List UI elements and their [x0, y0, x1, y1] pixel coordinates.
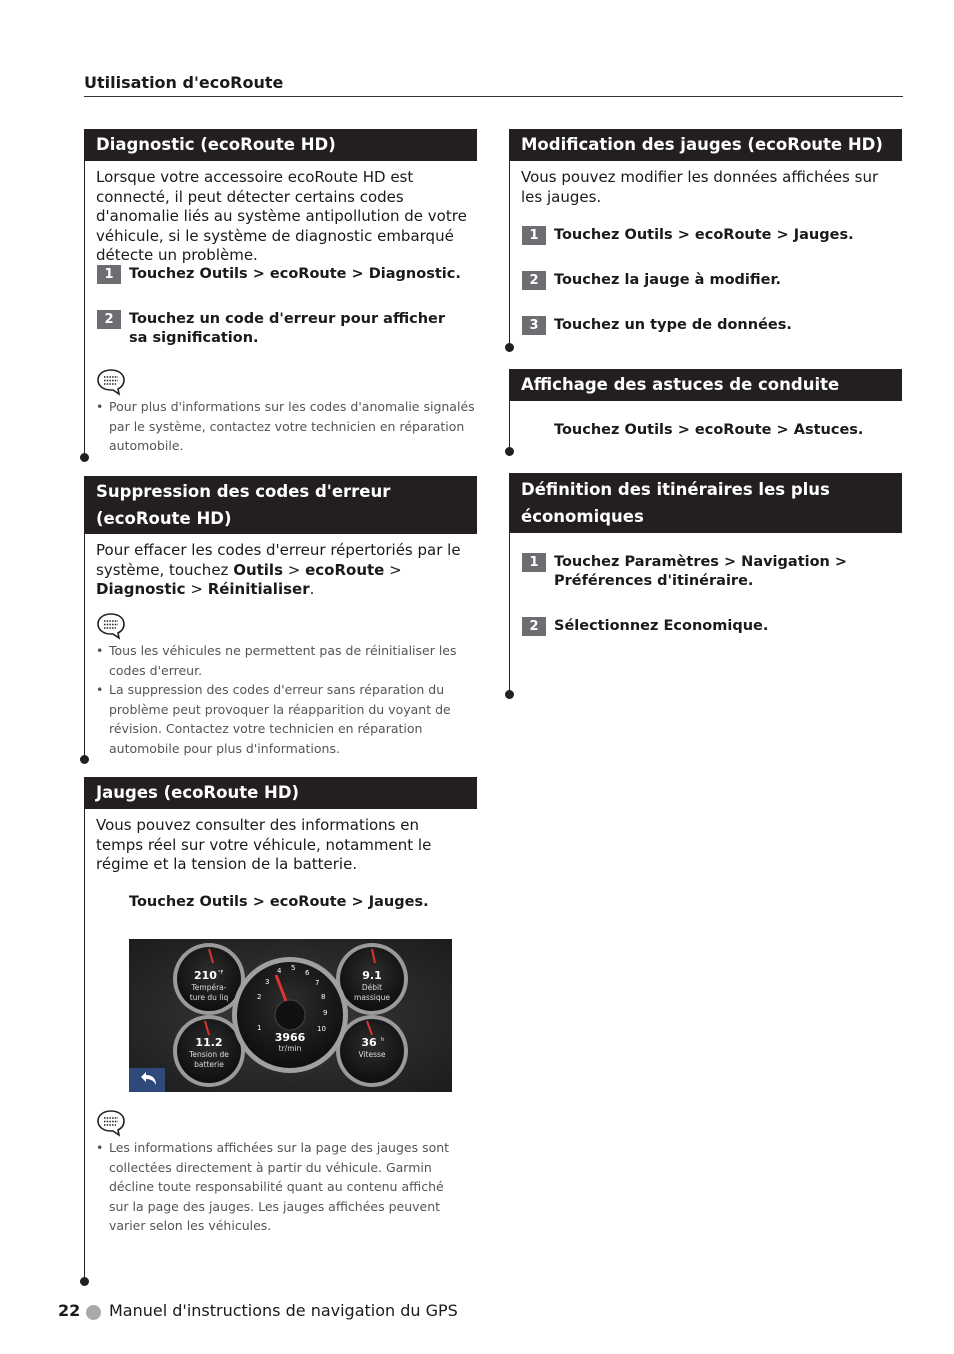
section-title-itineraires	[509, 473, 902, 533]
note-list	[96, 397, 478, 456]
path-outils: Outils	[233, 560, 283, 579]
note-item: • Pour plus d'informations sur les codes d'anomalie signalés par le système, contactez votre technicien en réparation automobile.	[96, 397, 478, 456]
note-icon	[96, 368, 126, 396]
note-icon	[96, 1109, 126, 1137]
rpm-tick: 5	[291, 964, 296, 972]
section-end-dot	[80, 1277, 89, 1286]
speed-label: Vitesse	[358, 1050, 386, 1059]
step-number: 1	[522, 226, 546, 245]
volt-label: Tension de	[189, 1050, 229, 1059]
text-run: >	[283, 560, 306, 579]
section-rule	[509, 161, 510, 348]
section-title-line: Suppression des codes d'erreur	[96, 482, 391, 501]
diagnostic-intro: Lorsque votre accessoire ecoRoute HD est connecté, il peut détecter certains codes d'anomalie liés au système antipollution de votre véhicule, si le système de diagnostic embarqué détecte un problème.	[96, 168, 467, 264]
flow-value: 9.1	[362, 969, 382, 982]
step-text-line: Touchez Paramètres > Navigation >	[554, 554, 848, 570]
page-header-title: Utilisation d'ecoRoute	[84, 73, 284, 92]
note-list	[96, 641, 478, 758]
section-end-dot	[80, 453, 89, 462]
modification-intro: Vous pouvez modifier les données affichées sur les jauges.	[521, 168, 879, 206]
rpm-value: 3966	[274, 1031, 306, 1044]
temp-label: Tempéra-	[191, 983, 227, 992]
header-rule	[84, 96, 903, 97]
step-text: Sélectionnez Economique.	[554, 618, 769, 634]
step-text: Touchez Outils > ecoRoute > Jauges.	[129, 894, 429, 910]
rpm-gauge[interactable]	[232, 957, 348, 1073]
step-number: 1	[522, 553, 546, 572]
footer-dot	[86, 1305, 101, 1320]
note-icon	[96, 612, 126, 640]
rpm-tick: 9	[323, 1009, 328, 1017]
section-end-dot	[505, 343, 514, 352]
rpm-unit: tr/min	[278, 1044, 302, 1053]
step-text: Touchez un code d'erreur pour afficher sa signification.	[129, 311, 446, 346]
section-rule	[84, 534, 85, 760]
rpm-tick: 1	[257, 1024, 262, 1032]
step-text-line: Préférences d'itinéraire.	[554, 573, 754, 589]
section-title-suppression	[84, 476, 477, 534]
rpm-tick: 4	[277, 967, 282, 975]
section-title-astuces: Affichage des astuces de conduite	[509, 369, 902, 401]
step-number: 3	[522, 316, 546, 335]
section-end-dot	[505, 447, 514, 456]
path-reinitialiser: Réinitialiser	[207, 580, 310, 598]
volt-value: 11.2	[195, 1036, 223, 1049]
section-rule	[84, 161, 85, 457]
note-list	[96, 1138, 466, 1236]
section-end-dot	[80, 755, 89, 764]
rpm-tick: 7	[315, 979, 320, 987]
temp-value: 210	[194, 969, 217, 982]
text-run: >	[384, 560, 402, 579]
text-run: >	[185, 580, 208, 598]
step-number: 2	[97, 310, 121, 329]
jauges-intro: Vous pouvez consulter des informations en temps réel sur votre véhicule, notamment le régime et la tension de la batterie.	[96, 816, 432, 873]
rpm-tick: 6	[305, 969, 310, 977]
rpm-tick: 8	[321, 993, 326, 1001]
footer-title: Manuel d'instructions de navigation du GPS	[109, 1301, 458, 1320]
section-title-line: (ecoRoute HD)	[96, 509, 232, 528]
rpm-tick: 10	[317, 1025, 326, 1033]
temp-unit: °F	[218, 970, 224, 976]
rpm-tick: 2	[257, 993, 262, 1001]
section-title-jauges: Jauges (ecoRoute HD)	[84, 777, 477, 809]
section-rule	[84, 809, 85, 1282]
note-item: • Tous les véhicules ne permettent pas de réinitialiser les codes d'erreur.	[96, 641, 478, 680]
step-text: Touchez Outils > ecoRoute > Astuces.	[554, 422, 864, 438]
section-title-line: Définition des itinéraires les plus	[521, 480, 830, 499]
back-button[interactable]	[129, 1068, 165, 1092]
step-text: Touchez un type de données.	[554, 317, 792, 333]
gauges-screenshot	[129, 939, 452, 1092]
step-text: Touchez la jauge à modifier.	[554, 272, 782, 288]
step-text: Touchez Outils > ecoRoute > Jauges.	[554, 227, 854, 243]
section-rule	[509, 533, 510, 695]
temp-label: ture du liq	[189, 993, 229, 1002]
rpm-tick: 3	[265, 978, 270, 986]
section-rule	[509, 401, 510, 452]
volt-label: batterie	[194, 1060, 224, 1069]
speed-unit: h	[381, 1037, 385, 1043]
path-ecoroute: ecoRoute	[305, 560, 385, 579]
step-number: 2	[522, 271, 546, 290]
flow-label: massique	[354, 993, 390, 1002]
speed-value: 36	[361, 1036, 377, 1049]
suppression-intro	[96, 541, 478, 600]
text-run: Pour effacer les codes d'erreur répertoriés par le système, touchez	[96, 541, 461, 579]
page-number: 22	[58, 1301, 81, 1320]
note-item: • La suppression des codes d'erreur sans réparation du problème peut provoquer la réapparition du voyant de révision. Contactez votre technicien en réparation automobile pour plus d'informations.	[96, 680, 478, 758]
section-end-dot	[505, 690, 514, 699]
note-item: • Les informations affichées sur la page des jauges sont collectées directement à partir du véhicule. Garmin décline toute responsabilité quant au contenu affiché sur la page des jauges. Les jauges affichées peuvent varier selon les véhicules.	[96, 1138, 466, 1236]
step-number: 2	[522, 617, 546, 636]
section-title-line: économiques	[521, 507, 644, 526]
step-text: Touchez Outils > ecoRoute > Diagnostic.	[129, 266, 461, 282]
section-title-modification: Modification des jauges (ecoRoute HD)	[509, 129, 902, 161]
flow-label: Débit	[361, 983, 383, 992]
text-run: .	[309, 580, 315, 598]
step-number: 1	[97, 265, 121, 284]
path-diagnostic: Diagnostic	[96, 580, 186, 598]
section-title-diagnostic: Diagnostic (ecoRoute HD)	[84, 129, 477, 161]
step-text	[554, 553, 902, 591]
